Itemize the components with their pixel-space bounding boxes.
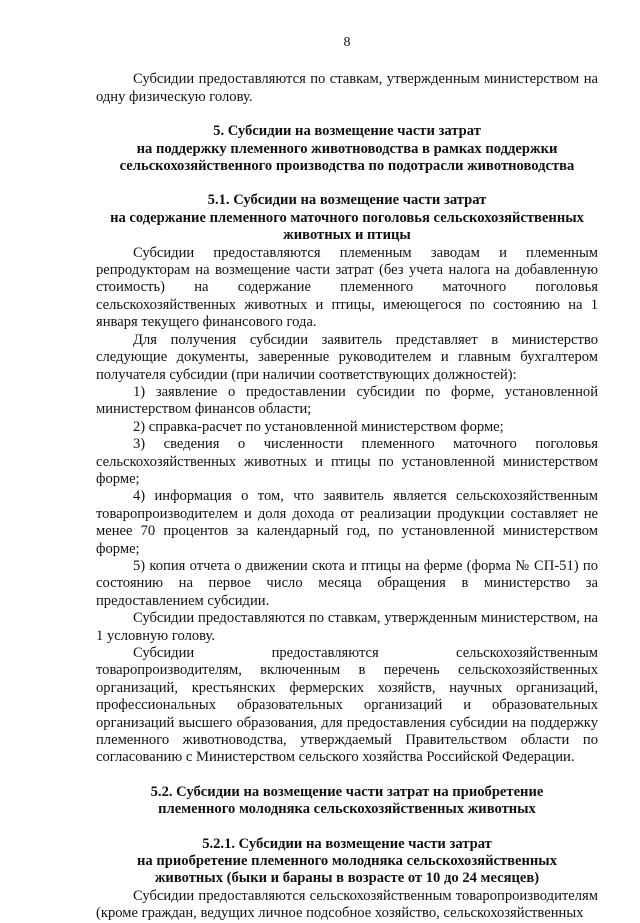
section-5-heading <box>96 123 598 175</box>
section-5-2-1-heading-line: на приобретение племенного молодняка сельскохозяйственных <box>137 853 557 870</box>
paragraph-rates-conditional-head: Субсидии предоставляются по ставкам, утвержденным министерством, на 1 условную голову. <box>96 610 598 644</box>
document-page <box>96 34 598 923</box>
section-5-2-heading <box>96 784 598 819</box>
section-5-heading-line: 5. Субсидии на возмещение части затрат <box>213 123 481 140</box>
section-5-1-heading-line: 5.1. Субсидии на возмещение части затрат <box>207 192 487 209</box>
page-number: 8 <box>343 35 351 50</box>
list-item-producer-info: 4) информация о том, что заявитель является сельскохозяйственным товаропроизводителем и доля дохода от реализации продукции составляет не менее 70 процентов за календарный год, по установленной министерством форме; <box>96 488 598 557</box>
paragraph-subsidy-breeding-farms: Субсидии предоставляются племенным заводам и племенным репродукторам на возмещение части затрат (без учета налога на добавленную стоимость) на содержание племенного маточного поголовья сельскохозяйственных животных и птицы, имеющегося по состоянию на 1 января текущего финансового года. <box>96 244 598 331</box>
section-5-1-heading-line: на содержание племенного маточного поголовья сельскохозяйственных <box>110 209 584 226</box>
paragraph-subsidy-young-stock: Субсидии предоставляются сельскохозяйственным товаропроизводителям (кроме граждан, ведущих личное подсобное хозяйство, сельскохозяйственных <box>96 887 598 922</box>
list-item-livestock-info: 3) сведения о численности племенного маточного поголовья сельскохозяйственных животных и птицы по установленной министерством форме; <box>96 436 598 487</box>
section-5-2-heading-line: 5.2. Субсидии на возмещение части затрат на приобретение <box>150 783 544 800</box>
section-5-2-1-heading-line: животных (быки и бараны в возрасте от 10 до 24 месяцев) <box>154 870 540 887</box>
section-5-2-1-heading-line: 5.2.1. Субсидии на возмещение части затрат <box>202 835 492 852</box>
paragraph-rates-physical-head: Субсидии предоставляются по ставкам, утвержденным министерством на одну физическую голову. <box>96 71 598 105</box>
list-item-report-copy: 5) копия отчета о движении скота и птицы на ферме (форма № СП-51) по состоянию на первое число месяца обращения в министерство за предоставлением субсидии. <box>96 557 598 609</box>
paragraph-eligible-producers: Субсидии предоставляются сельскохозяйственным товаропроизводителям, включенным в перечень сельскохозяйственных организаций, крестьянских фермерских хозяйств, научных организаций, профессиональных образовательных организаций и образовательных организаций высшего образования, для предоставления субсидии на поддержку племенного животноводства, утверждаемый Правительством области по согласованию с Министерством сельского хозяйства Российской Федерации. <box>96 645 598 766</box>
paragraph-documents-required: Для получения субсидии заявитель представляет в министерство следующие документы, заверенные руководителем и главным бухгалтером получателя субсидии (при наличии соответствующих должностей): <box>96 331 598 383</box>
section-5-1-heading <box>96 192 598 244</box>
list-item-calculation: 2) справка-расчет по установленной министерством форме; <box>133 418 504 435</box>
section-5-2-heading-line: племенного молодняка сельскохозяйственных животных <box>158 801 536 818</box>
section-5-1-heading-line: животных и птицы <box>283 227 411 244</box>
section-5-heading-line: сельскохозяйственного производства по подотрасли животноводства <box>119 158 575 175</box>
list-item-application: 1) заявление о предоставлении субсидии по форме, установленной министерством финансов области; <box>96 383 598 418</box>
section-5-heading-line: на поддержку племенного животноводства в рамках поддержки <box>136 140 558 157</box>
section-5-2-1-heading <box>96 836 598 888</box>
